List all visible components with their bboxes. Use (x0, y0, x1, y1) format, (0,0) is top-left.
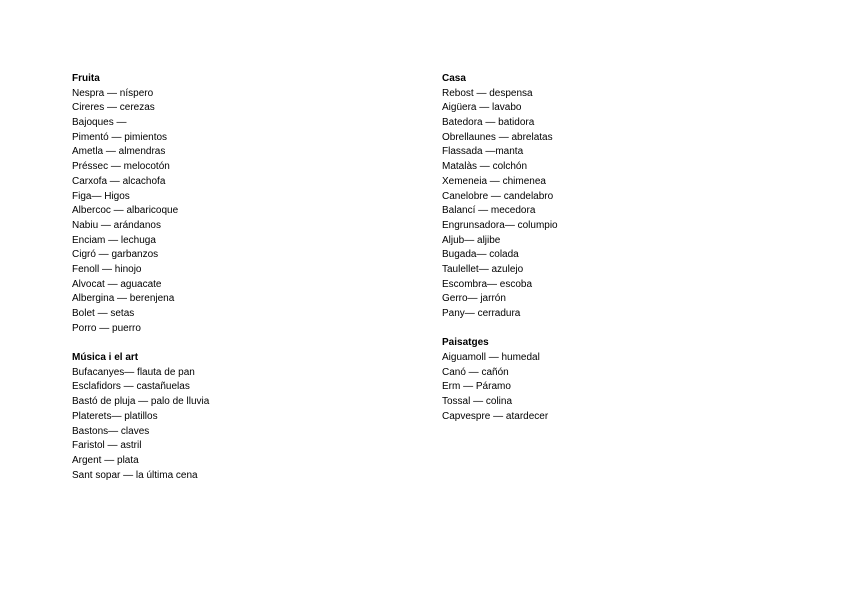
section-casa (442, 72, 782, 322)
vocab-entry: Cireres — cerezas (72, 102, 155, 114)
vocab-entry: Albercoc — albaricoque (72, 205, 179, 217)
section-title: Paisatges (442, 337, 489, 349)
vocab-entry: Aigüera — lavabo (442, 102, 522, 114)
vocab-entry: Fenoll — hinojo (72, 263, 142, 275)
vocab-entry: Flassada —manta (442, 146, 524, 158)
vocab-entry: Platerets— platillos (72, 410, 158, 422)
vocab-entry: Enciam — lechuga (72, 234, 156, 246)
vocab-entry: Argent — plata (72, 454, 139, 466)
vocab-entry: Escombra— escoba (442, 278, 533, 290)
vocab-entry: Ametla — almendras (72, 146, 166, 158)
vocab-entry: Préssec — melocotón (72, 161, 170, 173)
right-column (442, 72, 782, 425)
vocab-entry: Engrunsadora— columpio (442, 219, 558, 231)
section-title: Casa (442, 73, 466, 84)
vocab-entry: Sant sopar — la última cena (72, 469, 198, 481)
vocab-entry: Pany— cerradura (442, 308, 521, 319)
vocab-entry: Esclafidors — castañuelas (72, 381, 190, 393)
vocab-entry: Figa— Higos (72, 190, 130, 202)
vocab-entry: Nespra — níspero (72, 87, 154, 99)
vocab-entry: Faristol — astril (72, 440, 142, 452)
vocab-entry: Bugada— colada (442, 249, 519, 261)
vocab-entry: Bastó de pluja — palo de lluvia (72, 396, 210, 408)
left-column (72, 72, 412, 483)
vocab-entry: Nabiu — arándanos (72, 219, 161, 231)
vocab-entry: Cigró — garbanzos (72, 249, 159, 261)
section-title: Música i el art (72, 352, 139, 364)
vocab-entry: Tossal — colina (442, 396, 513, 408)
section-paisatges (442, 336, 782, 424)
vocab-entry: Xemeneia — chimenea (442, 175, 546, 187)
vocab-entry: Bastons— claves (72, 425, 150, 437)
vocab-entry: Canó — cañón (442, 366, 509, 378)
vocab-entry: Erm — Páramo (442, 381, 511, 393)
vocab-entry: Aiguamoll — humedal (442, 352, 540, 364)
section-musica-i-el-art (72, 351, 412, 483)
vocab-entry: Bolet — setas (72, 308, 135, 319)
vocab-entry: Albergina — berenjena (72, 293, 175, 305)
vocab-entry: Alvocat — aguacate (72, 278, 162, 290)
vocab-entry: Taulellet— azulejo (442, 263, 524, 275)
vocab-entry: Capvespre — atardecer (442, 410, 549, 422)
vocab-entry: Obrellaunes — abrelatas (442, 131, 553, 143)
vocab-entry: Bufacanyes— flauta de pan (72, 366, 195, 378)
vocab-entry: Pimentó — pimientos (72, 131, 168, 143)
vocab-entry: Gerro— jarrón (442, 293, 506, 305)
vocab-entry: Batedora — batidora (442, 117, 535, 129)
section-title: Fruita (72, 73, 100, 84)
vocab-entry: Aljub— aljibe (442, 234, 501, 246)
vocab-entry: Carxofa — alcachofa (72, 175, 166, 187)
vocab-entry: Rebost — despensa (442, 87, 533, 99)
vocab-entry: Canelobre — candelabro (442, 190, 554, 202)
vocab-entry: Porro — puerro (72, 322, 141, 334)
vocab-entry: Bajoques — (72, 117, 127, 129)
vocab-entry: Matalàs — colchón (442, 161, 528, 173)
section-fruita (72, 72, 412, 336)
vocab-entry: Balancí — mecedora (442, 205, 536, 217)
